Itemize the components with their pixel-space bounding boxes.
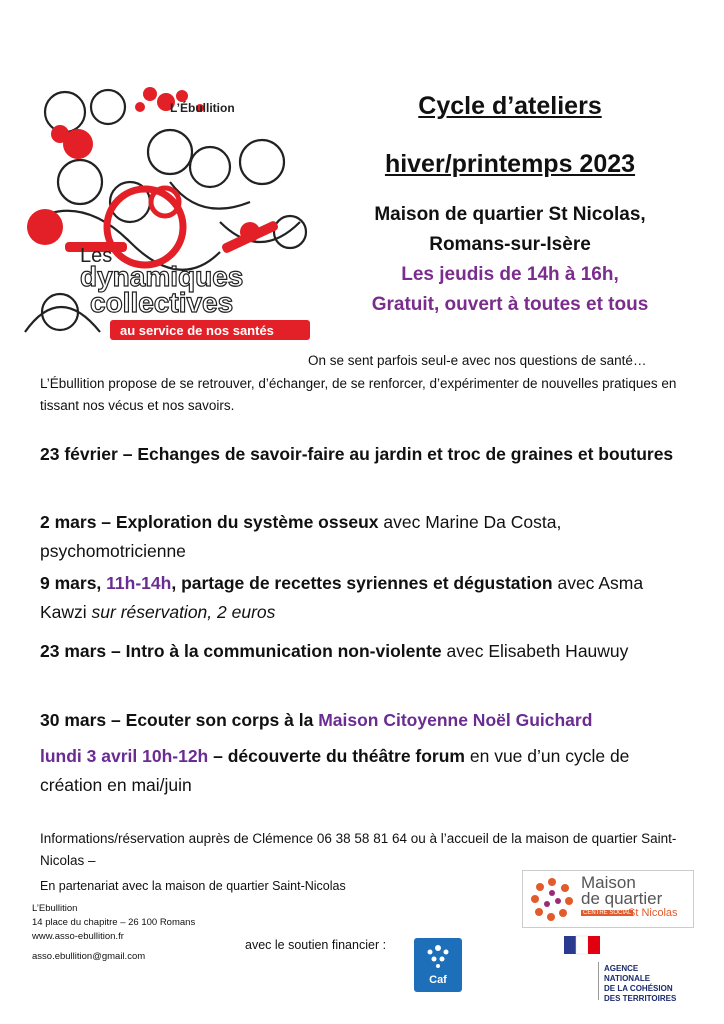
page-subtitle: hiver/printemps 2023 — [384, 150, 636, 178]
event-item-1: 23 février – Echanges de savoir-faire au jardin et troc de graines et boutures — [40, 444, 674, 464]
event-item-2: 2 mars – Exploration du système osseux avec Marine Da Costa, psychomotricienne — [40, 512, 562, 561]
maison-logo-badge: CENTRE SOCIAL — [583, 910, 632, 916]
maison-logo-line1: Maison — [581, 873, 636, 892]
logo-line4: au service de nos santés — [120, 323, 274, 338]
gov-logo-divider — [558, 962, 599, 1000]
event-item-3: 9 mars, 11h-14h, partage de recettes syriennes et dégustation avec Asma Kawzi sur réservation, 2 euros — [40, 573, 644, 622]
event-item-6: lundi 3 avril 10h-12h – découverte du théâtre forum en vue d’un cycle de création en mai/juin — [40, 746, 630, 795]
venue-line2: Romans-sur-Isère — [429, 234, 591, 255]
caf-logo-text: Caf — [429, 974, 447, 986]
maison-logo-place: St Nicolas — [628, 907, 678, 919]
intro-line: On se sent parfois seul-e avec nos questions de santé… — [308, 353, 647, 368]
event-item-4: 23 mars – Intro à la communication non-violente avec Elisabeth Hauwuy — [40, 641, 629, 661]
partner-text: En partenariat avec la maison de quartier Saint-Nicolas — [40, 879, 346, 893]
schedule-text: Les jeudis de 14h à 16h, — [401, 264, 619, 285]
maison-de-quartier-logo — [522, 870, 694, 928]
info-text: Informations/réservation auprès de Clémence 06 38 58 81 64 ou à l’accueil de la maison de quartier Saint-Nicolas – — [40, 831, 677, 868]
caf-logo — [414, 938, 462, 992]
logo-line2: dynamiques — [80, 261, 244, 292]
logo-line1: Les — [80, 245, 113, 267]
anct-logo — [554, 932, 684, 1004]
event-item-5: 30 mars – Ecouter son corps à la Maison Citoyenne Noël Guichard — [40, 710, 593, 730]
footer-address: 14 place du chapitre – 26 100 Romans — [32, 917, 196, 928]
ebullition-illustration-logo — [20, 82, 316, 344]
logo-line3: collectives — [90, 287, 234, 318]
intro-paragraph: L’Ébullition propose de se retrouver, d’échanger, de se renforcer, d’expérimenter de nouvelles pratiques en tissant nos vécus et nos savoirs. — [40, 376, 677, 413]
logo-org-name: L’Ébullition — [170, 101, 235, 115]
page-title: Cycle d’ateliers — [418, 92, 602, 120]
maison-logo-line2: de quartier — [581, 889, 663, 908]
footer-website[interactable]: www.asso-ebullition.fr — [32, 931, 124, 942]
footer-org-name: L’Ebullition — [32, 903, 78, 914]
anct-logo-text: AGENCE NATIONALE DE LA COHÉSION DES TERRITOIRES — [604, 964, 677, 1003]
price-text: Gratuit, ouvert à toutes et tous — [371, 294, 649, 315]
footer-email[interactable]: asso.ebullition@gmail.com — [32, 951, 146, 962]
support-text: avec le soutien financier : — [245, 938, 387, 952]
venue-line1: Maison de quartier St Nicolas, — [374, 204, 646, 225]
